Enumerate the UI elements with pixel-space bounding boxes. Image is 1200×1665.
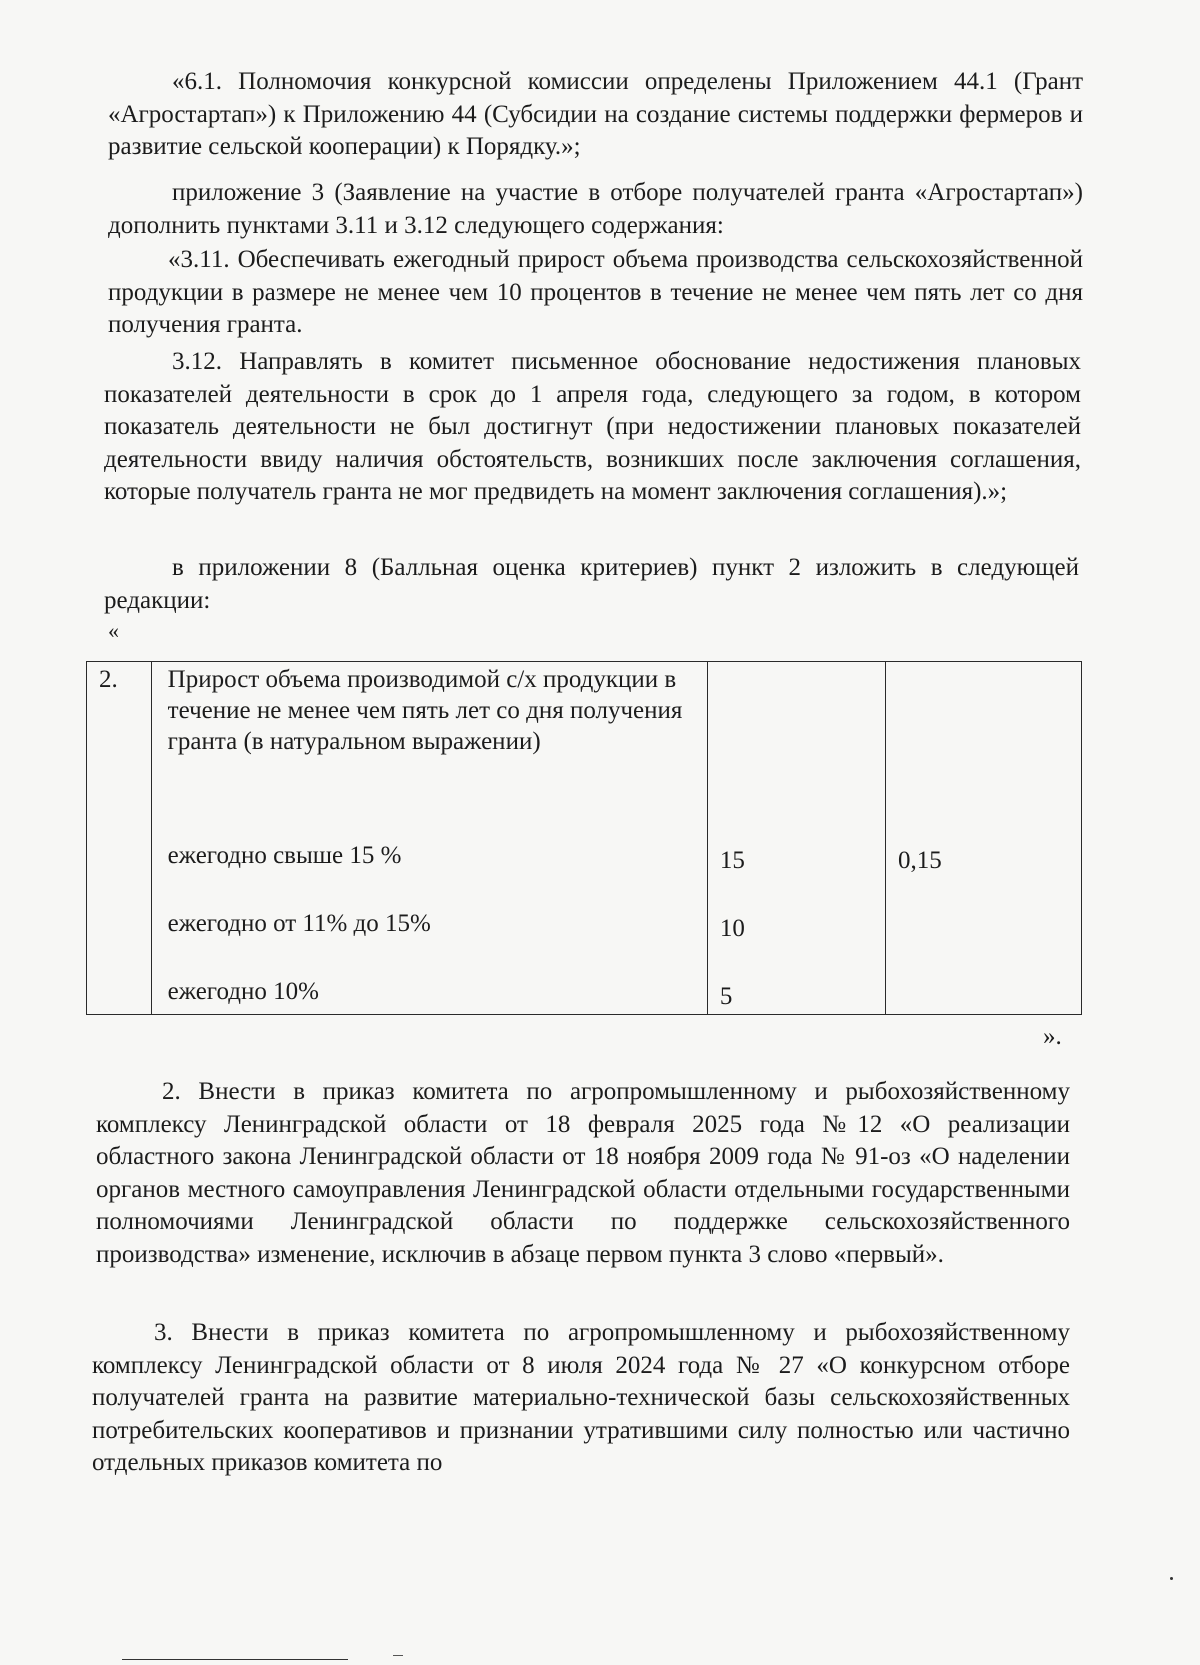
paragraph-appendix-8: в приложении 8 (Балльная оценка критериев) пункт 2 изложить в следующей редакции: — [104, 554, 1079, 614]
footer-mark — [393, 1655, 403, 1660]
paragraph-3-11: «3.11. Обеспечивать ежегодный прирост объема производства сельскохозяйственной продукции в размере не менее чем 10 процентов в течение не менее чем пять лет со дня получения гранта. — [108, 246, 1083, 338]
table-close-quote: ». — [1043, 1023, 1062, 1050]
option-label: ежегодно от 11% до 15% — [167, 910, 431, 937]
paragraph-appendix-3: приложение 3 (Заявление на участие в отборе получателей гранта «Агростартап») дополнить пунктами 3.11 и 3.12 следующего содержания: — [108, 179, 1083, 239]
scan-speck — [1170, 1577, 1173, 1580]
cell-points — [707, 662, 885, 1015]
option-label: ежегодно 10% — [167, 978, 319, 1005]
option-points: 5 — [719, 983, 733, 1010]
option-label: ежегодно свыше 15 % — [167, 842, 402, 869]
table-open-quote: « — [108, 618, 119, 643]
cell-criterion — [151, 662, 707, 1015]
paragraph-6-1: «6.1. Полномочия конкурсной комиссии определены Приложением 44.1 (Грант «Агростартап») к Приложению 44 (Субсидии на создание системы поддержки фермеров и развитие сельской кооперации) к Порядку.»; — [108, 68, 1083, 160]
cell-weight — [885, 662, 1081, 1015]
criteria-table — [86, 661, 1082, 1015]
paragraph-3-12: 3.12. Направлять в комитет письменное обоснование недостижения плановых показателей деятельности в срок до 1 апреля года, следующего за годом, в котором показатель деятельности не был достигнут (при недостижении плановых показателей деятельности ввиду наличия обстоятельств, возникших после заключения соглашения, которые получатель гранта не мог предвидеть на момент заключения соглашения).»; — [104, 348, 1081, 505]
criterion-number: 2. — [99, 666, 118, 693]
cell-number — [87, 662, 152, 1015]
footer-rule — [122, 1659, 348, 1660]
paragraph-item-3: 3. Внести в приказ комитета по агропромышленному и рыбохозяйственному комплексу Ленинградской области от 8 июля 2024 года № 27 «О конкурсном отборе получателей гранта на развитие материально-технической базы сельскохозяйственных потребительских кооперативов и признании утратившими силу полностью или частично отдельных приказов комитета по — [92, 1319, 1070, 1476]
paragraph-item-2: 2. Внести в приказ комитета по агропромышленному и рыбохозяйственному комплексу Ленинградской области от 18 февраля 2025 года №12 «О реализации областного закона Ленинградской области от 18 ноября 2009 года № 91-оз «О наделении органов местного самоуправления Ленинградской области отдельными государственными полномочиями Ленинградской области по поддержке сельскохозяйственного производства» изменение, исключив в абзаце первом пункта 3 слово «первый». — [96, 1078, 1070, 1268]
criterion-title: Прирост объема производимой с/х продукции в течение не менее чем пять лет со дня получения гранта (в натуральном выражении) — [167, 666, 683, 755]
option-points: 10 — [719, 915, 745, 942]
option-points: 15 — [719, 847, 745, 874]
table-row — [87, 662, 1082, 1015]
criterion-weight: 0,15 — [897, 847, 942, 874]
